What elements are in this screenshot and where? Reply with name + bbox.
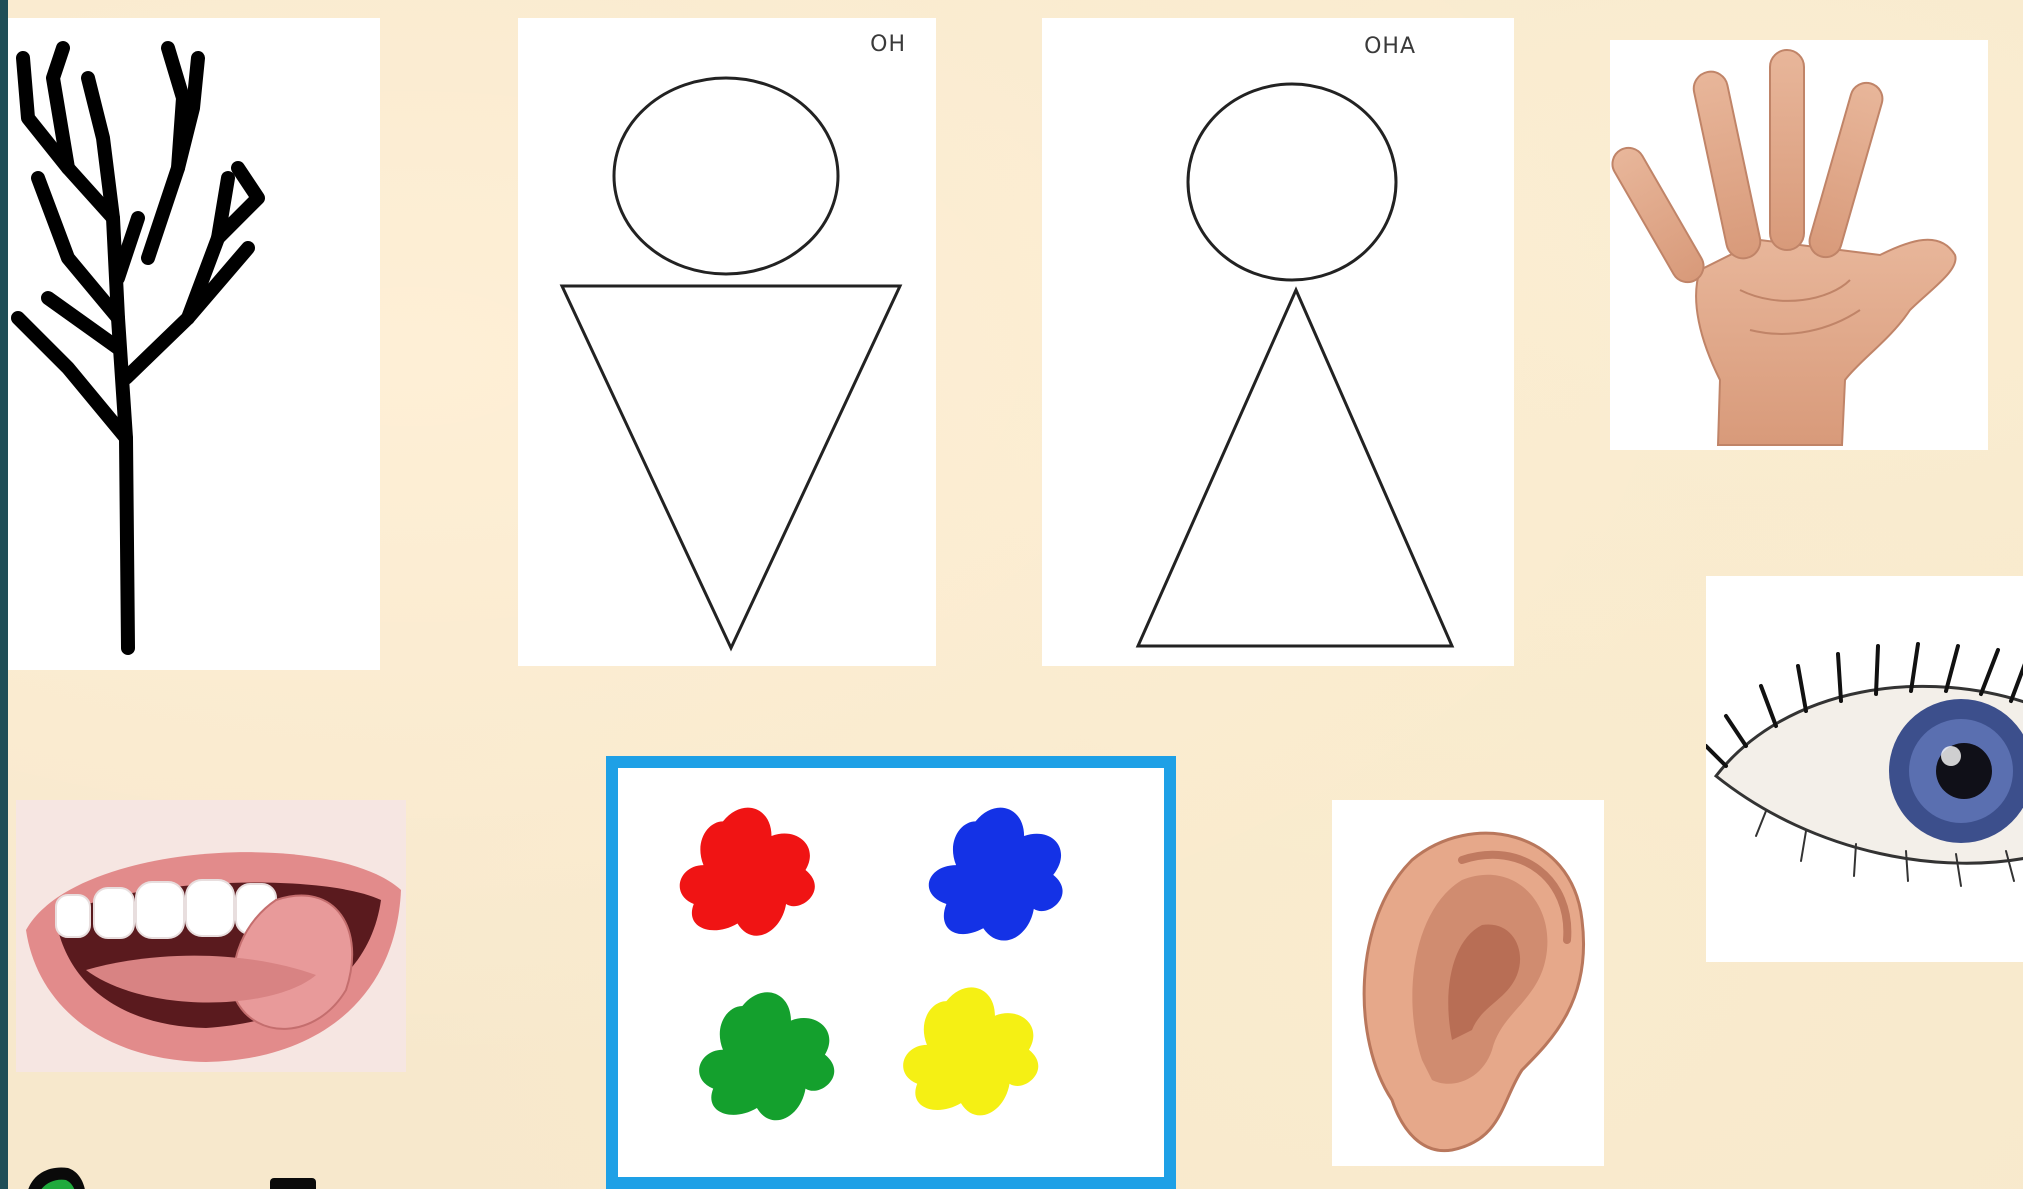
open-hand-icon [1610,40,1988,450]
woman-label: ОНА [1364,34,1416,59]
mouth-card [16,800,406,1072]
eye-card [1706,576,2023,962]
hand-card [1610,40,1988,450]
woman-symbol-icon [1042,18,1514,666]
partial-dark-mark [270,1178,316,1189]
ear-icon [1332,800,1604,1166]
red-blot [680,808,815,936]
man-label: ОН [870,32,906,57]
blue-blot [929,808,1063,941]
eye-icon [1706,576,2023,962]
yellow-blot [903,987,1038,1115]
man-card [518,18,936,666]
ear-card [1332,800,1604,1166]
green-blot [699,992,834,1120]
bare-tree-icon [8,18,380,670]
picture-board [8,0,2023,1189]
woman-card [1042,18,1514,666]
mouth-tongue-icon [16,800,406,1072]
color-blots-card [606,756,1176,1189]
partial-green-icon [18,1160,88,1189]
man-symbol-icon [518,18,936,666]
tree-card [8,18,380,670]
color-blots-icon [618,768,1164,1177]
